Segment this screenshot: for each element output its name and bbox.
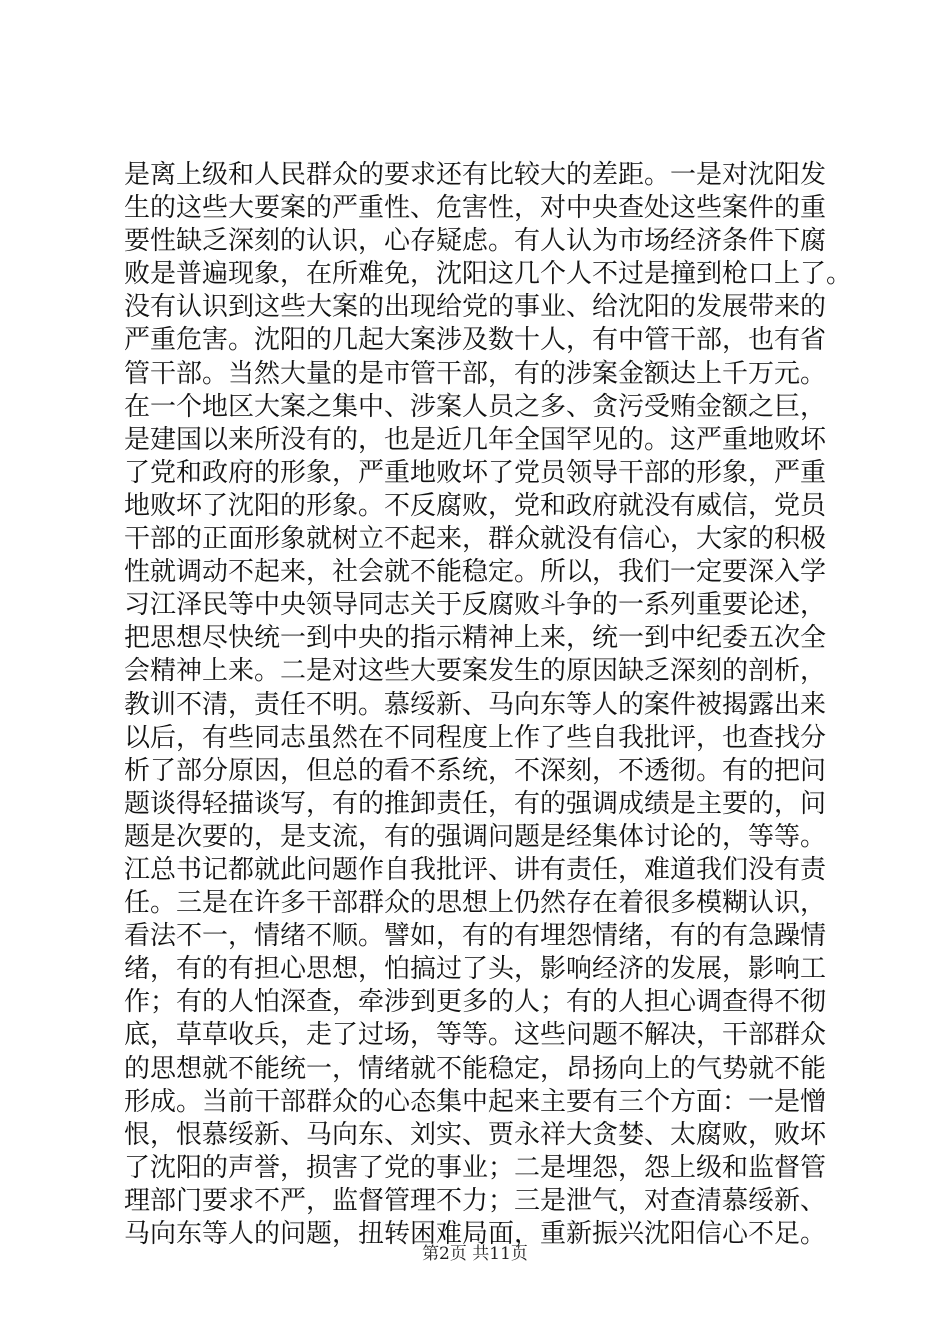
- text-line: 江总书记都就此问题作自我批评、讲有责任，难道我们没有责: [124, 854, 827, 885]
- page-footer: 第2页 共11页: [422, 1244, 528, 1264]
- text-line: 管干部。当然大量的是市管干部，有的涉案金额达上千万元。: [124, 358, 827, 389]
- text-line: 理部门要求不严，监督管理不力；三是泄气，对查清慕绥新、: [124, 1185, 827, 1216]
- text-line: 题谈得轻描谈写，有的推卸责任，有的强调成绩是主要的，问: [124, 788, 827, 819]
- text-line: 在一个地区大案之集中、涉案人员之多、贪污受贿金额之巨，: [124, 391, 827, 422]
- text-line: 任。三是在许多干部群众的思想上仍然存在着很多模糊认识，: [124, 888, 827, 919]
- text-line: 看法不一，情绪不顺。譬如，有的有埋怨情绪，有的有急躁情: [124, 921, 827, 952]
- text-line: 形成。当前干部群众的心态集中起来主要有三个方面：一是憎: [124, 1086, 827, 1117]
- text-line: 严重危害。沈阳的几起大案涉及数十人，有中管干部，也有省: [124, 325, 827, 356]
- text-line: 析了部分原因，但总的看不系统，不深刻，不透彻。有的把问: [124, 755, 827, 786]
- text-line: 恨，恨慕绥新、马向东、刘实、贾永祥大贪婪、太腐败，败坏: [124, 1119, 827, 1150]
- text-line: 了党和政府的形象，严重地败坏了党员领导干部的形象，严重: [124, 457, 827, 488]
- text-line: 干部的正面形象就树立不起来，群众就没有信心，大家的积极: [124, 524, 827, 555]
- text-line: 性就调动不起来，社会就不能稳定。所以，我们一定要深入学: [124, 557, 827, 588]
- text-line: 作；有的人怕深查，牵涉到更多的人；有的人担心调查得不彻: [124, 987, 827, 1018]
- text-line: 底，草草收兵，走了过场，等等。这些问题不解决，干部群众: [124, 1020, 827, 1051]
- text-line: 题是次要的，是支流，有的强调问题是经集体讨论的，等等。: [124, 821, 827, 852]
- text-line: 地败坏了沈阳的形象。不反腐败，党和政府就没有威信，党员: [124, 490, 827, 521]
- text-line: 了沈阳的声誉，损害了党的事业；二是埋怨，怨上级和监督管: [124, 1152, 827, 1183]
- text-line: 会精神上来。二是对这些大要案发生的原因缺乏深刻的剖析，: [124, 656, 827, 687]
- body-text: [124, 159, 864, 1251]
- text-line: 以后，有些同志虽然在不同程度上作了些自我批评，也查找分: [124, 722, 827, 753]
- text-line: 绪，有的有担心思想，怕搞过了头，影响经济的发展，影响工: [124, 954, 827, 985]
- text-line: 的思想就不能统一，情绪就不能稳定，昂扬向上的气势就不能: [124, 1053, 827, 1084]
- text-line: 是离上级和人民群众的要求还有比较大的差距。一是对沈阳发: [124, 160, 827, 190]
- text-line: 马向东等人的问题，扭转困难局面，重新振兴沈阳信心不足。: [124, 1219, 827, 1249]
- text-line: 是建国以来所没有的，也是近几年全国罕见的。这严重地败坏: [124, 424, 827, 455]
- text-line: 教训不清，责任不明。慕绥新、马向东等人的案件被揭露出来: [124, 689, 827, 720]
- text-line: 把思想尽快统一到中央的指示精神上来，统一到中纪委五次全: [124, 623, 827, 654]
- text-line: 败是普遍现象，在所难免，沈阳这几个人不过是撞到枪口上了。: [124, 259, 853, 290]
- text-line: 习江泽民等中央领导同志关于反腐败斗争的一系列重要论述，: [124, 590, 827, 621]
- text-line: 生的这些大要案的严重性、危害性，对中央查处这些案件的重: [124, 193, 827, 224]
- text-line: 没有认识到这些大案的出现给党的事业、给沈阳的发展带来的: [124, 292, 827, 323]
- text-line: 要性缺乏深刻的认识，心存疑虑。有人认为市场经济条件下腐: [124, 226, 827, 257]
